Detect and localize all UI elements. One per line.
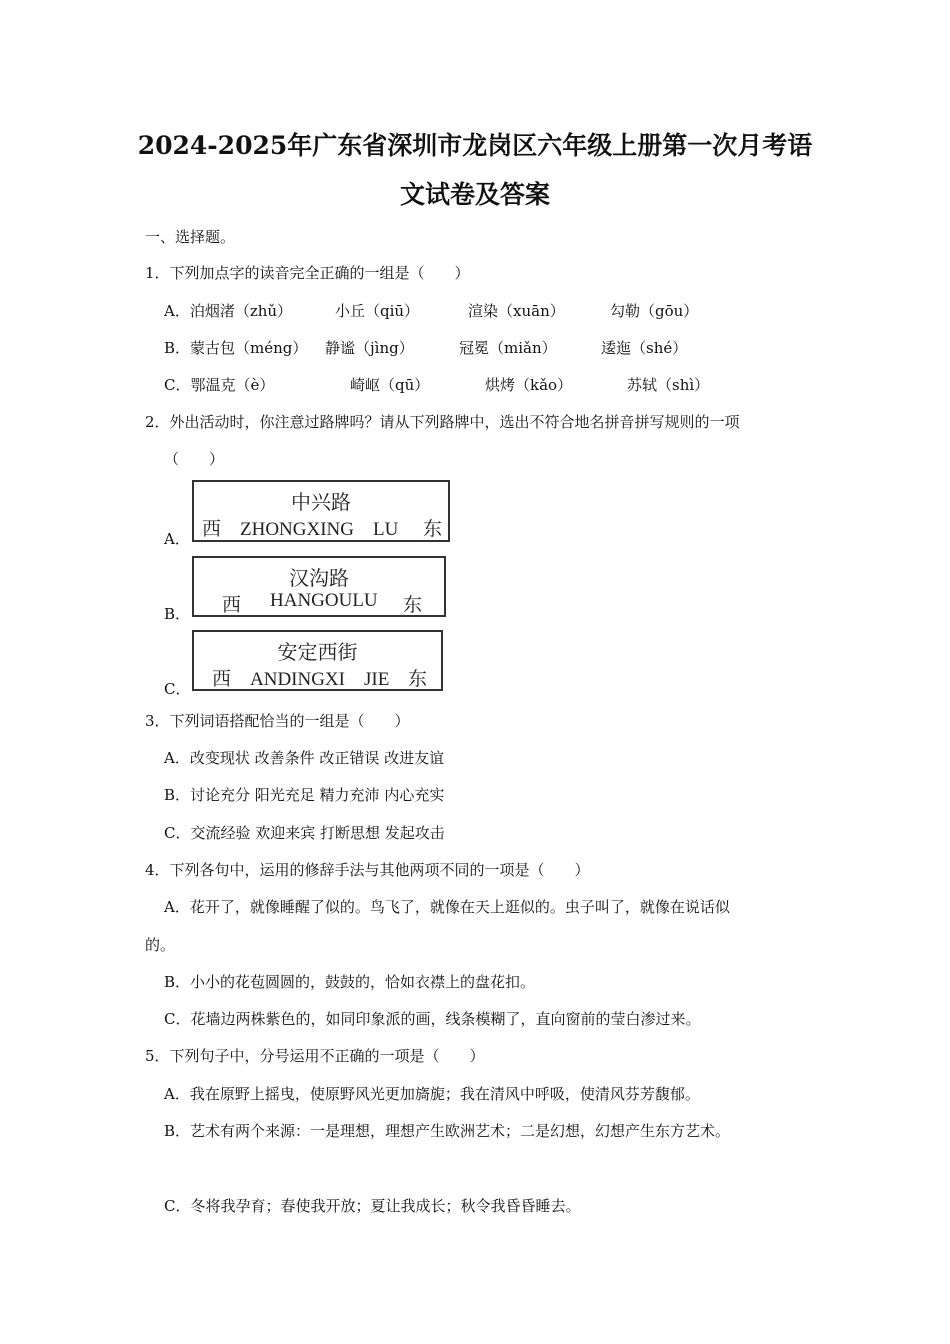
q1-option-a-3: 渲染（xuān） xyxy=(468,302,565,320)
q1-option-b-1: B．蒙古包（méng） xyxy=(164,339,308,357)
q1-option-a-4: 勾勒（gōu） xyxy=(610,302,699,320)
q4-option-a-line-1: A．花开了，就像睡醒了似的。鸟飞了，就像在天上逛似的。虫子叫了，就像在说话似 xyxy=(164,898,730,916)
q4-option-b: B．小小的花苞圆圆的，鼓鼓的，恰如衣襟上的盘花扣。 xyxy=(164,973,536,991)
road-sign-b-west: 西 xyxy=(222,595,242,616)
q1-option-c-3: 烘烤（kǎo） xyxy=(485,376,573,394)
q1-option-b-4: 逶迤（shé） xyxy=(601,339,688,357)
road-sign-b-name: 汉沟路 xyxy=(289,568,349,590)
q2-answer-paren: （ ） xyxy=(164,450,225,468)
q3-option-c: C．交流经验 欢迎来宾 打断思想 发起攻击 xyxy=(164,824,445,842)
q1-option-a-2: 小丘（qiū） xyxy=(335,302,420,320)
road-sign-a-east: 东 xyxy=(423,519,443,540)
q1-option-b-3: 冠冕（miǎn） xyxy=(459,339,557,357)
road-sign-b-pinyin: HANGOULU xyxy=(270,590,378,611)
q3-option-b: B．讨论充分 阳光充足 精力充沛 内心充实 xyxy=(164,786,445,804)
road-sign-c xyxy=(192,630,443,691)
q5-stem: 5．下列句子中，分号运用不正确的一项是（ ） xyxy=(145,1047,485,1065)
road-sign-c-east: 东 xyxy=(408,669,428,690)
road-sign-a xyxy=(192,480,450,542)
q4-stem: 4．下列各句中，运用的修辞手法与其他两项不同的一项是（ ） xyxy=(145,861,590,879)
road-sign-c-pinyin: ANDINGXI JIE xyxy=(250,669,390,690)
q1-option-c-2: 崎岖（qū） xyxy=(350,376,430,394)
road-sign-b-east: 东 xyxy=(403,595,423,616)
q4-option-a-line-2: 的。 xyxy=(145,936,176,954)
q4-option-c: C．花墙边两株紫色的，如同印象派的画，线条模糊了，直向窗前的莹白渗过来。 xyxy=(164,1010,701,1028)
q5-option-b: B．艺术有两个来源：一是理想，理想产生欧洲艺术；二是幻想，幻想产生东方艺术。 xyxy=(164,1122,731,1140)
q1-option-c-1: C．鄂温克（è） xyxy=(164,376,275,394)
q2-stem: 2．外出活动时，你注意过路牌吗？请从下列路牌中，选出不符合地名拼音拼写规则的一项 xyxy=(145,413,740,431)
q3-stem: 3．下列词语搭配恰当的一组是（ ） xyxy=(145,712,410,730)
road-sign-b xyxy=(192,556,446,617)
page-title-line-2: 文试卷及答案 xyxy=(399,180,550,209)
road-sign-a-west: 西 xyxy=(202,519,222,540)
page-title-line-1: 2024-2025年广东省深圳市龙岗区六年级上册第一次月考语 xyxy=(137,131,813,160)
q1-option-b-2: 静谧（jìng） xyxy=(325,339,414,357)
q5-option-c: C．冬将我孕育；春使我开放；夏让我成长；秋令我昏昏睡去。 xyxy=(164,1197,581,1215)
section-heading: 一、选择题。 xyxy=(145,228,236,246)
q3-option-a: A．改变现状 改善条件 改正错误 改进友谊 xyxy=(164,749,445,767)
q1-option-a-1: A．泊烟渚（zhǔ） xyxy=(164,302,293,320)
q1-stem: 1．下列加点字的读音完全正确的一组是（ ） xyxy=(145,264,470,282)
road-sign-c-west: 西 xyxy=(212,669,232,690)
q2-option-b-label: B． xyxy=(164,605,191,623)
q2-option-c-label: C． xyxy=(164,680,191,698)
q5-option-a: A．我在原野上摇曳，使原野风光更加旖旎；我在清风中呼吸，使清风芬芳馥郁。 xyxy=(164,1085,700,1103)
road-sign-a-pinyin: ZHONGXING LU xyxy=(240,519,399,540)
road-sign-a-name: 中兴路 xyxy=(291,492,351,514)
q2-option-a-label: A． xyxy=(164,530,190,548)
q1-option-c-4: 苏轼（shì） xyxy=(627,376,710,394)
road-sign-c-name: 安定西街 xyxy=(277,642,358,664)
